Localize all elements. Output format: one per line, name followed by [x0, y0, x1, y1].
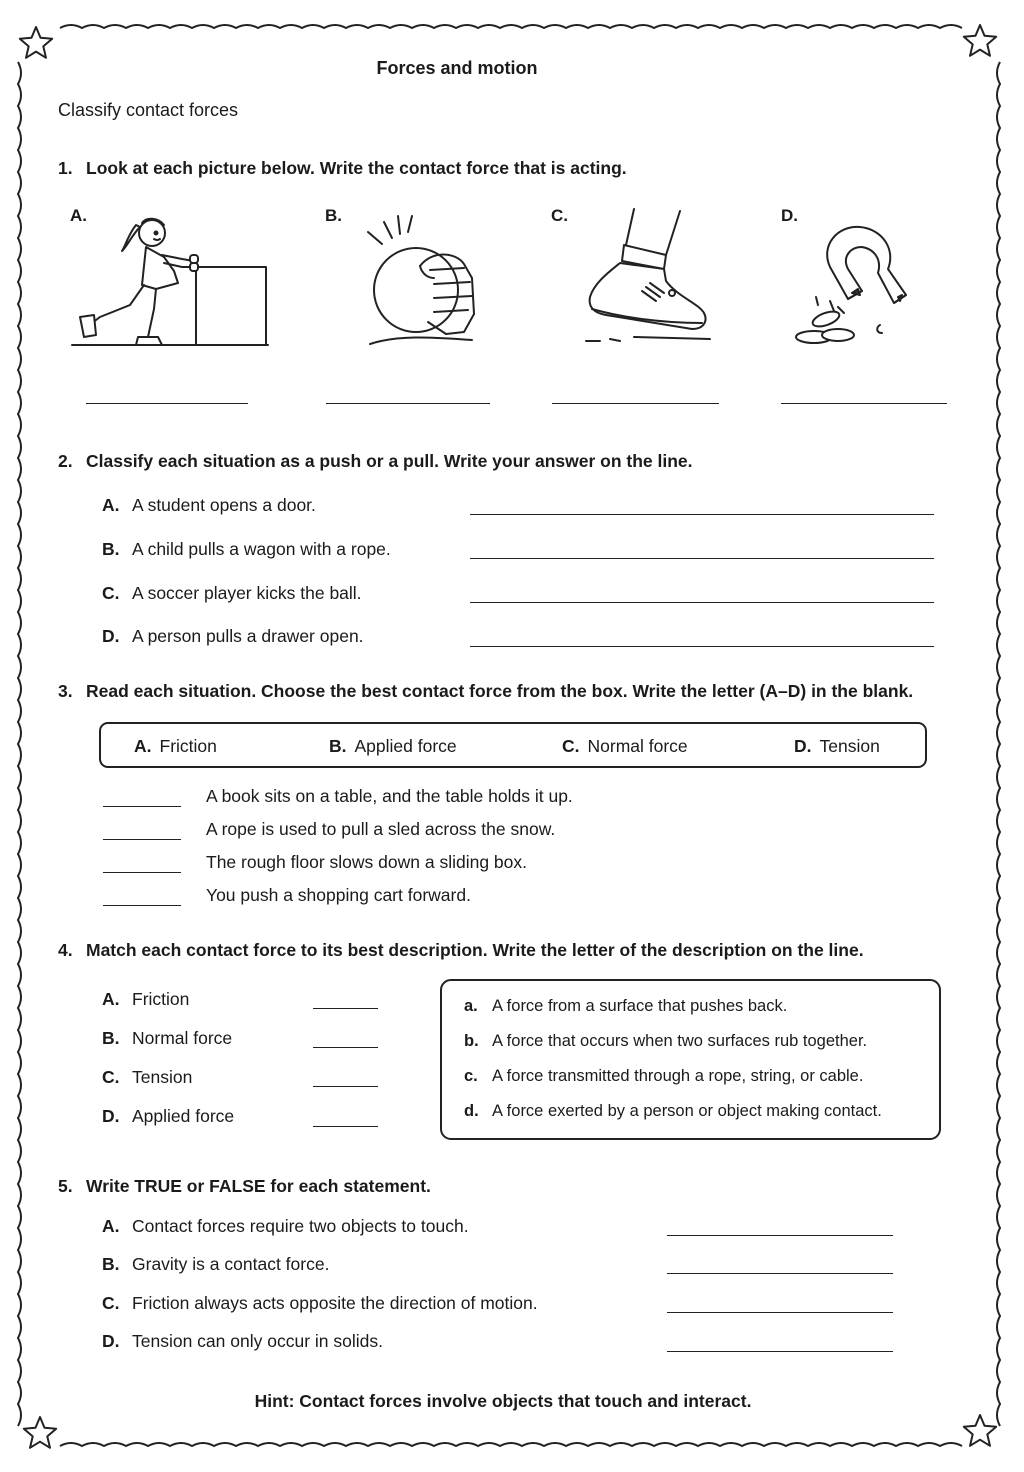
item-text: Tension [132, 1067, 193, 1087]
description-d [464, 1102, 882, 1121]
question-5 [58, 1176, 431, 1197]
item-text: Normal force [132, 1028, 233, 1048]
question-1 [58, 158, 627, 179]
option-text: Friction [159, 736, 217, 756]
magnet-attracting-paperclips-icon [790, 215, 925, 350]
description-letter: d. [464, 1102, 479, 1120]
picture-label-d: D. [781, 206, 798, 225]
force-options-box [99, 722, 927, 768]
q4-blank-d[interactable] [313, 1126, 378, 1127]
option-text: Tension [819, 736, 880, 756]
question-number: 2. [58, 451, 73, 471]
hint-text: Hint: Contact forces involve objects that touch and interact. [254, 1391, 752, 1411]
question-4 [58, 940, 864, 961]
q5-answer-line-b[interactable] [667, 1273, 893, 1274]
q4-blank-b[interactable] [313, 1047, 378, 1048]
q4-blank-a[interactable] [313, 1008, 378, 1009]
descriptions-box [440, 979, 941, 1140]
picture-label-a: A. [70, 206, 87, 225]
option-letter: A. [134, 736, 152, 756]
q4-force-b [102, 1028, 232, 1049]
star-icon [24, 1417, 56, 1448]
description-text: A force that occurs when two surfaces rub together. [492, 1032, 868, 1050]
q2-item-a [102, 495, 316, 516]
item-letter: B. [102, 539, 120, 559]
q2-item-b [102, 539, 391, 560]
answer-line-a[interactable] [86, 403, 248, 404]
option-text: Normal force [587, 736, 688, 756]
option-text: Applied force [354, 736, 457, 756]
item-text: Gravity is a contact force. [132, 1254, 330, 1274]
description-text: A force transmitted through a rope, string, or cable. [492, 1067, 864, 1085]
item-text: Tension can only occur in solids. [132, 1331, 383, 1351]
q4-blank-c[interactable] [313, 1086, 378, 1087]
question-prompt: Read each situation. Choose the best contact force from the box. Write the letter (A–D) in the blank. [86, 681, 914, 701]
question-2 [58, 451, 693, 472]
q4-force-d [102, 1106, 234, 1127]
item-text: Contact forces require two objects to touch. [132, 1216, 469, 1236]
item-letter: C. [102, 1293, 120, 1313]
question-prompt: Match each contact force to its best description. Write the letter of the description on the line. [86, 940, 864, 960]
q5-statement-b [102, 1254, 329, 1275]
q5-answer-line-c[interactable] [667, 1312, 893, 1313]
description-c [464, 1067, 863, 1086]
item-letter: D. [102, 1106, 120, 1126]
q2-answer-line-b[interactable] [470, 558, 934, 559]
star-icon [964, 1415, 996, 1446]
item-text: A soccer player kicks the ball. [132, 583, 362, 603]
q2-item-c [102, 583, 362, 604]
q2-answer-line-c[interactable] [470, 602, 934, 603]
item-text: Friction [132, 989, 190, 1009]
item-letter: C. [102, 583, 120, 603]
q3-blank-1[interactable] [103, 806, 181, 807]
item-text: A child pulls a wagon with a rope. [132, 539, 391, 559]
description-letter: b. [464, 1032, 479, 1050]
description-text: A force from a surface that pushes back. [492, 997, 788, 1015]
answer-line-c[interactable] [552, 403, 719, 404]
option-letter: D. [794, 736, 812, 756]
option-b [329, 736, 457, 757]
q3-blank-3[interactable] [103, 872, 181, 873]
question-prompt: Write TRUE or FALSE for each statement. [86, 1176, 431, 1196]
item-letter: A. [102, 989, 120, 1009]
q4-force-a [102, 989, 189, 1010]
shoe-on-ground-icon [580, 205, 715, 350]
answer-line-d[interactable] [781, 403, 947, 404]
option-a [134, 736, 217, 757]
option-d [794, 736, 880, 757]
q3-blank-4[interactable] [103, 905, 181, 906]
option-letter: B. [329, 736, 347, 756]
description-text: A force exerted by a person or object making contact. [492, 1102, 882, 1120]
item-letter: A. [102, 495, 120, 515]
q5-answer-line-a[interactable] [667, 1235, 893, 1236]
q4-force-c [102, 1067, 192, 1088]
q5-statement-a [102, 1216, 469, 1237]
q3-situation-3: The rough floor slows down a sliding box. [206, 852, 528, 872]
item-text: A student opens a door. [132, 495, 316, 515]
q2-item-d [102, 626, 364, 647]
question-prompt: Classify each situation as a push or a pull. Write your answer on the line. [86, 451, 693, 471]
picture-label-c: C. [551, 206, 568, 225]
option-letter: C. [562, 736, 580, 756]
question-number: 3. [58, 681, 73, 701]
item-text: Friction always acts opposite the direction of motion. [132, 1293, 538, 1313]
question-number: 1. [58, 158, 73, 178]
q3-situation-4: You push a shopping cart forward. [206, 885, 471, 905]
description-letter: a. [464, 997, 478, 1015]
worksheet-title: Forces and motion [376, 58, 538, 78]
item-letter: B. [102, 1028, 120, 1048]
item-text: Applied force [132, 1106, 235, 1126]
item-letter: C. [102, 1067, 120, 1087]
item-letter: A. [102, 1216, 120, 1236]
option-c [562, 736, 688, 757]
answer-line-b[interactable] [326, 403, 490, 404]
description-letter: c. [464, 1067, 478, 1085]
item-text: A person pulls a drawer open. [132, 626, 364, 646]
picture-label-b: B. [325, 206, 342, 225]
q2-answer-line-d[interactable] [470, 646, 934, 647]
q3-situation-2: A rope is used to pull a sled across the snow. [206, 819, 556, 839]
question-3 [58, 681, 913, 702]
question-prompt: Look at each picture below. Write the contact force that is acting. [86, 158, 627, 178]
q5-statement-d [102, 1331, 383, 1352]
star-icon [20, 27, 52, 58]
q2-answer-line-a[interactable] [470, 514, 934, 515]
description-b [464, 1032, 867, 1051]
question-number: 4. [58, 940, 73, 960]
q3-blank-2[interactable] [103, 839, 181, 840]
fist-squeezing-ball-icon [360, 210, 490, 350]
item-letter: B. [102, 1254, 120, 1274]
item-letter: D. [102, 626, 120, 646]
description-a [464, 997, 787, 1016]
item-letter: D. [102, 1331, 120, 1351]
question-number: 5. [58, 1176, 73, 1196]
worksheet-subtitle: Classify contact forces [58, 100, 239, 120]
q5-answer-line-d[interactable] [667, 1351, 893, 1352]
q5-statement-c [102, 1293, 538, 1314]
q3-situation-1: A book sits on a table, and the table holds it up. [206, 786, 573, 806]
star-icon [964, 25, 996, 56]
girl-pushing-box-icon [70, 205, 270, 350]
